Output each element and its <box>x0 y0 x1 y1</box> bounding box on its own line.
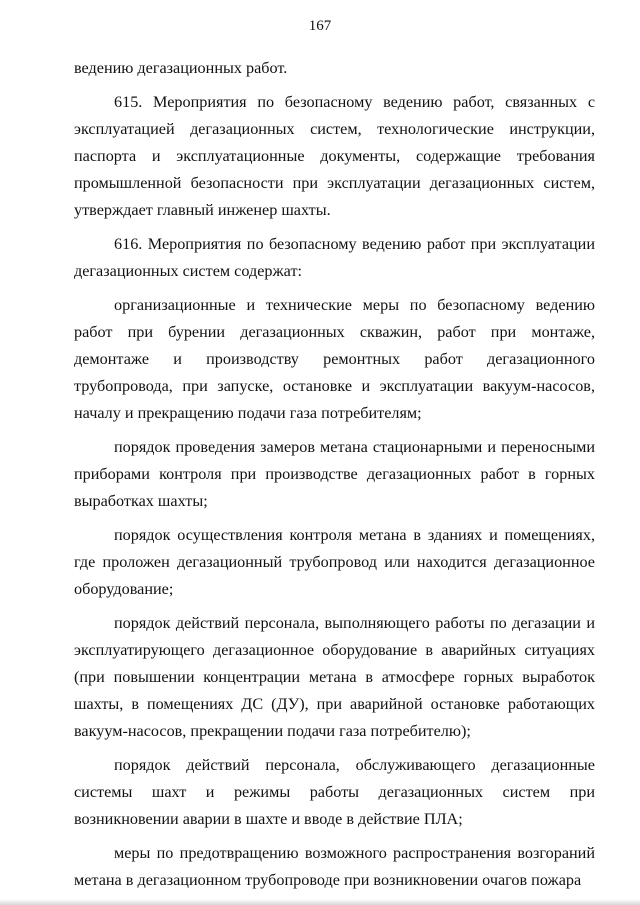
paragraph-continued: ведению дегазационных работ. <box>74 59 288 77</box>
document-body <box>74 55 595 901</box>
list-item-methane-control-buildings: порядок осуществления контроля метана в зданиях и помещениях, где проложен дегазационный трубопровод или находится дегазационное оборудование; <box>74 526 595 598</box>
paragraph-616: 616. Мероприятия по безопасному ведению работ при эксплуатации дегазационных систем содержат: <box>74 235 595 280</box>
page-bottom-edge <box>0 899 640 905</box>
list-item-organizational-measures: организационные и технические меры по безопасному ведению работ при бурении дегазационных скважин, работ при монтаже, демонтаже и производству ремонтных работ дегазационного трубопровода, при запуске, остановке и эксплуатации вакуум-насосов, началу и прекращению подачи газа потребителям; <box>74 296 595 422</box>
paragraph-615: 615. Мероприятия по безопасному ведению работ, связанных с эксплуатацией дегазационных систем, технологические инструкции, паспорта и эксплуатационные документы, содержащие требования промышленной безопасности при эксплуатации дегазационных систем, утверждает главный инженер шахты. <box>74 93 595 219</box>
list-item-emergency-actions: порядок действий персонала, выполняющего работы по дегазации и эксплуатирующего дегазационное оборудование в аварийных ситуациях (при повышении концентрации метана в атмосфере горных выработок шахты, в помещениях ДС (ДУ), при аварийной остановке работающих вакуум-насосов, прекращении подачи газа потребителю); <box>74 614 595 740</box>
list-item-fire-prevention: меры по предотвращению возможного распространения возгораний метана в дегазационном трубопроводе при возникновении очагов пожара <box>74 844 595 889</box>
list-item-methane-measurement: порядок проведения замеров метана стационарными и переносными приборами контроля при производстве дегазационных работ в горных выработках шахты; <box>74 438 595 510</box>
list-item-accident-actions: порядок действий персонала, обслуживающего дегазационные системы шахт и режимы работы дегазационных систем при возникновении аварии в шахте и вводе в действие ПЛА; <box>74 756 595 828</box>
page-number: 167 <box>308 18 332 34</box>
